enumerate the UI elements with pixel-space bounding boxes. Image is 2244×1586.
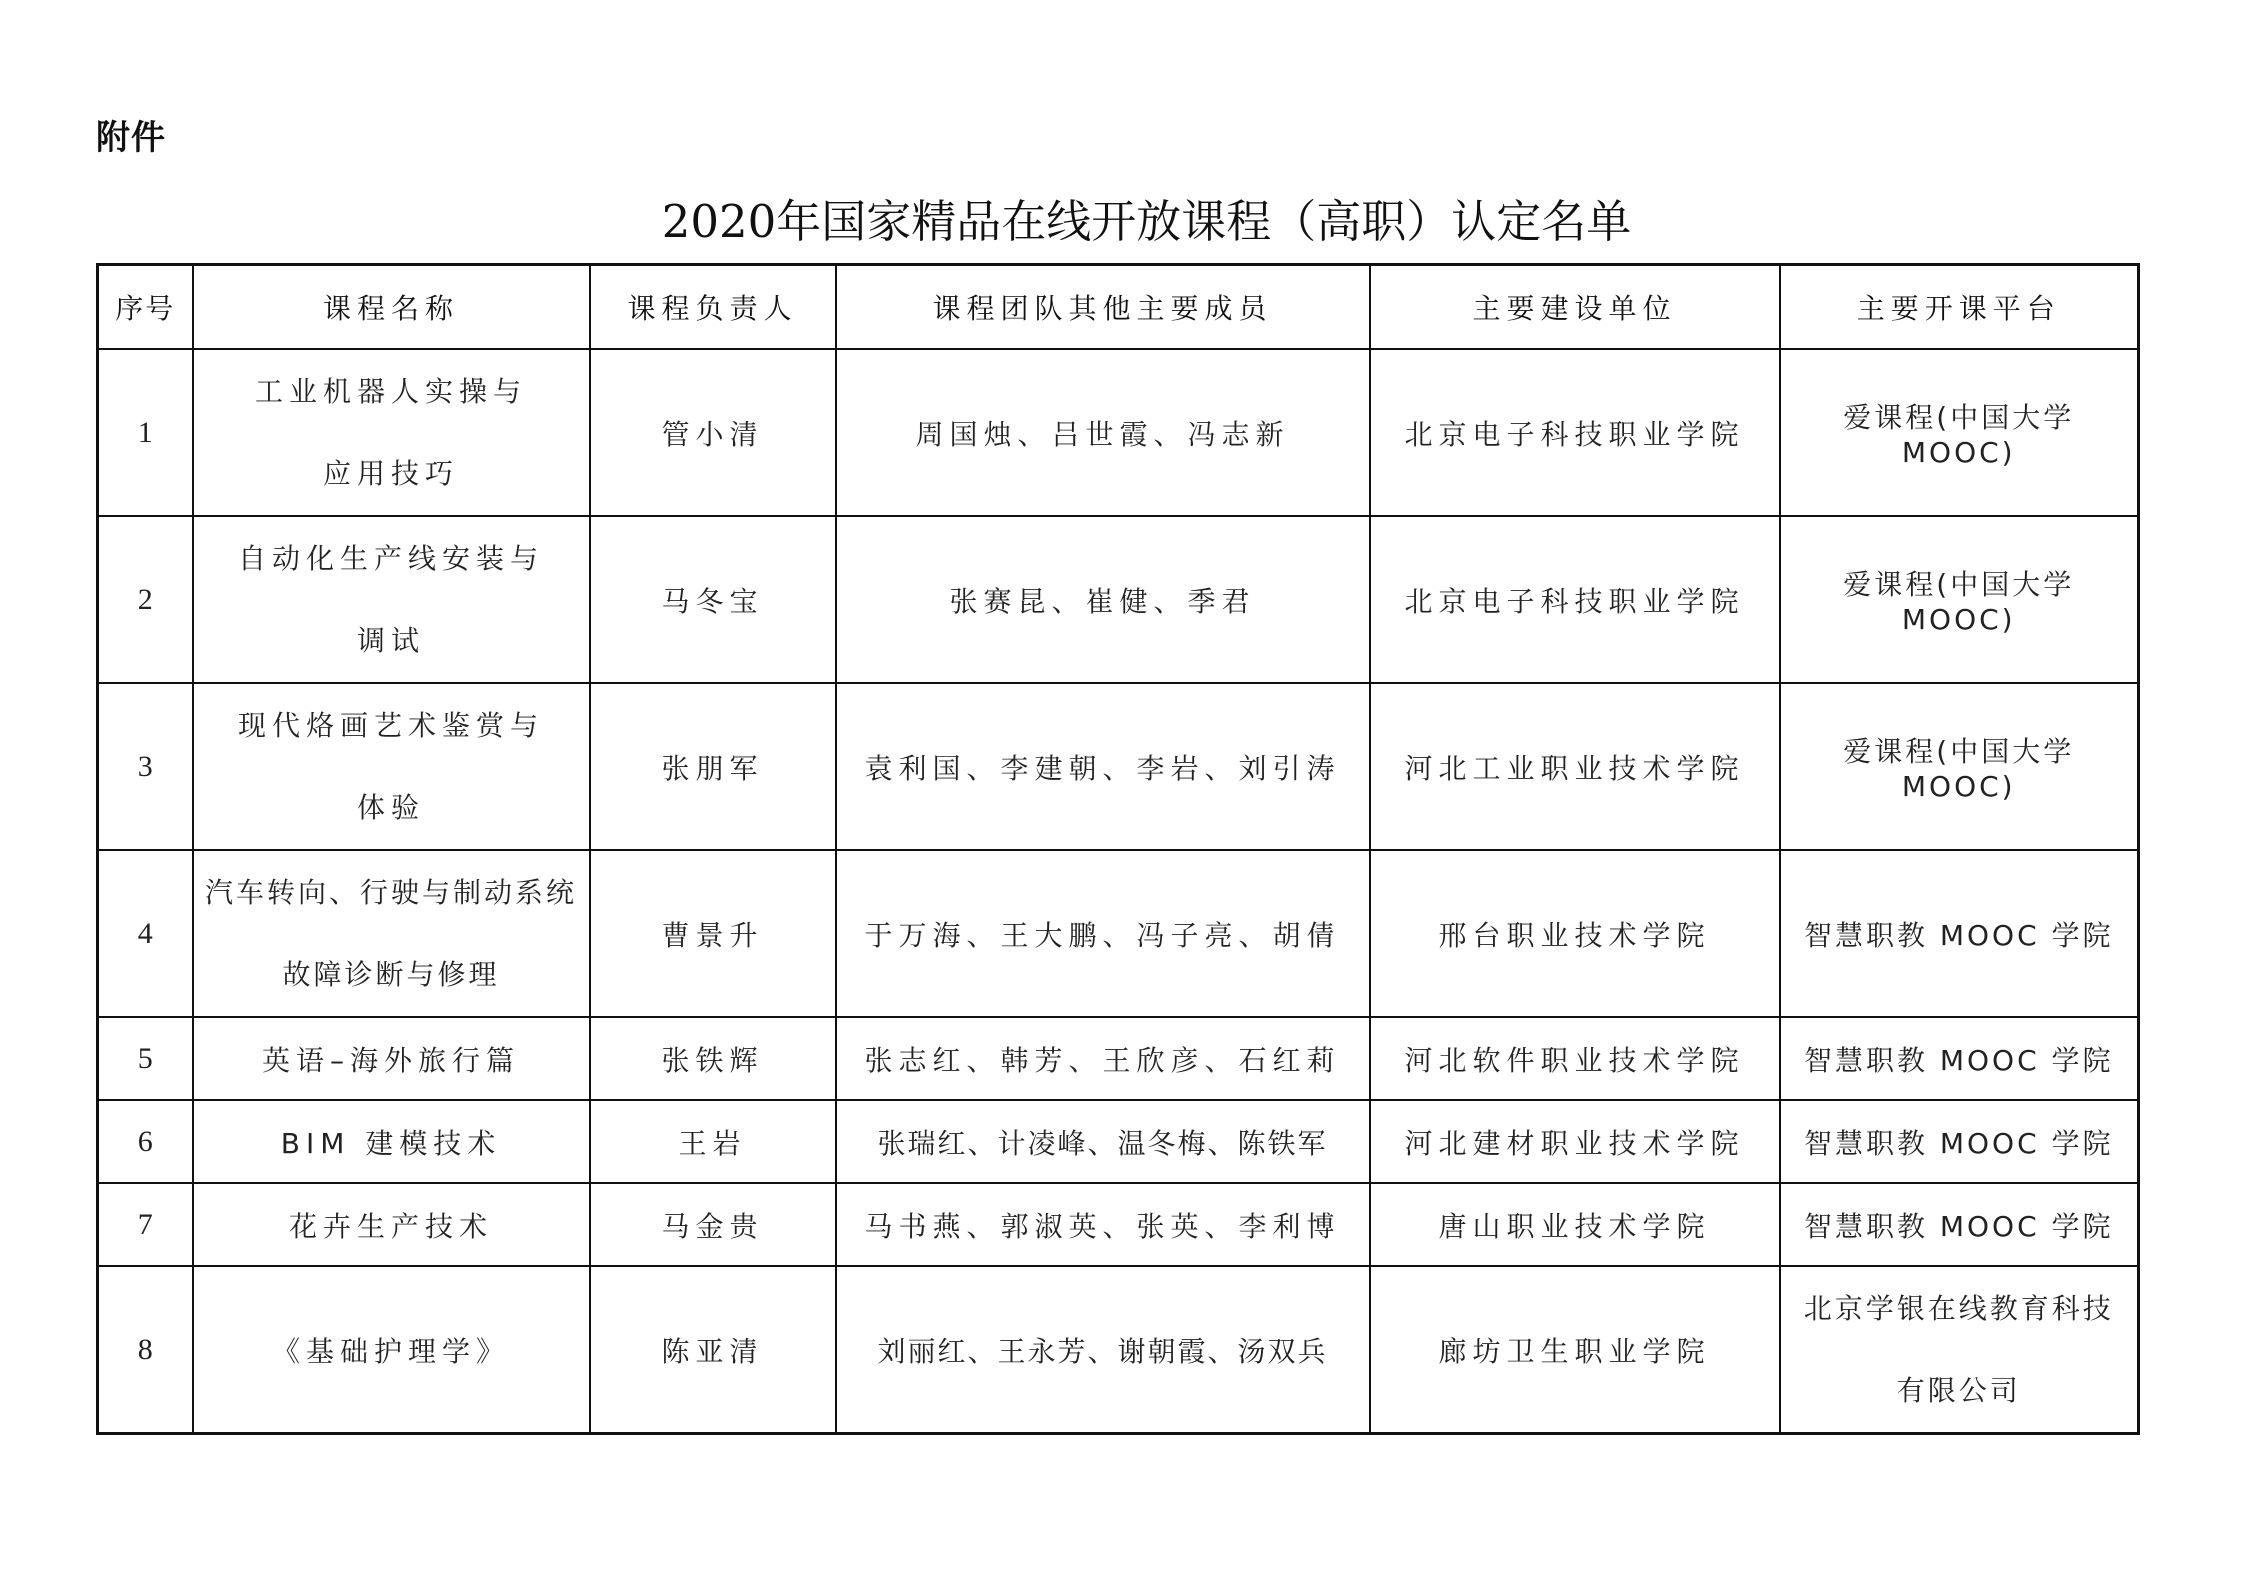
attachment-label: 附件 — [96, 118, 166, 158]
course-name-line: BIM 建模技术 — [280, 1126, 502, 1160]
course-name — [193, 1100, 590, 1183]
header-platform: 主要开课平台 — [1780, 265, 2139, 350]
course-name — [193, 683, 590, 850]
table-row — [98, 1100, 2139, 1183]
main-unit: 河北工业职业技术学院 — [1370, 683, 1780, 850]
platform-line: 智慧职教 MOOC 学院 — [1803, 1043, 2114, 1077]
row-number: 7 — [98, 1183, 193, 1266]
row-number: 2 — [98, 516, 193, 683]
document-title: 2020年国家精品在线开放课程（高职）认定名单 — [661, 195, 1632, 248]
header-course-name: 课程名称 — [193, 265, 590, 350]
course-name-line: 花卉生产技术 — [288, 1209, 493, 1243]
course-name — [193, 1017, 590, 1100]
platform-line: 智慧职教 MOOC 学院 — [1803, 1126, 2114, 1160]
row-number: 4 — [98, 850, 193, 1017]
course-lead: 陈亚清 — [590, 1266, 836, 1434]
platform-line: 智慧职教 MOOC 学院 — [1803, 1209, 2114, 1243]
platform — [1780, 1017, 2139, 1100]
table-header-row — [98, 265, 2139, 350]
course-lead: 张铁辉 — [590, 1017, 836, 1100]
course-name — [193, 1266, 590, 1434]
course-lead: 曹景升 — [590, 850, 836, 1017]
course-name-line: 《基础护理学》 — [271, 1334, 510, 1368]
platform — [1780, 349, 2139, 516]
team-members: 袁利国、李建朝、李岩、刘引涛 — [836, 683, 1370, 850]
team-members: 周国烛、吕世霞、冯志新 — [836, 349, 1370, 516]
main-unit: 北京电子科技职业学院 — [1370, 516, 1780, 683]
table-row — [98, 1183, 2139, 1266]
row-number: 3 — [98, 683, 193, 850]
course-name-line: 工业机器人实操与 — [254, 374, 527, 408]
row-number: 1 — [98, 349, 193, 516]
table-row — [98, 349, 2139, 516]
main-unit: 邢台职业技术学院 — [1370, 850, 1780, 1017]
main-unit: 河北建材职业技术学院 — [1370, 1100, 1780, 1183]
row-number: 5 — [98, 1017, 193, 1100]
course-name-line: 汽车转向、行驶与制动系统 — [204, 875, 577, 909]
course-name-line: 故障诊断与修理 — [282, 957, 500, 991]
platform-line: 北京学银在线教育科技 — [1803, 1291, 2114, 1325]
team-members: 张瑞红、计凌峰、温冬梅、陈铁军 — [836, 1100, 1370, 1183]
platform — [1780, 1266, 2139, 1434]
platform — [1780, 1100, 2139, 1183]
course-lead: 马金贵 — [590, 1183, 836, 1266]
course-lead: 管小清 — [590, 349, 836, 516]
course-name-line: 英语–海外旅行篇 — [261, 1043, 520, 1077]
platform-line: 爱课程(中国大学 MOOC) — [1843, 735, 2075, 803]
table-row — [98, 1017, 2139, 1100]
header-team-members: 课程团队其他主要成员 — [836, 265, 1370, 350]
course-name — [193, 850, 590, 1017]
header-main-unit: 主要建设单位 — [1370, 265, 1780, 350]
table-row — [98, 1266, 2139, 1434]
main-unit: 廊坊卫生职业学院 — [1370, 1266, 1780, 1434]
team-members: 张志红、韩芳、王欣彦、石红莉 — [836, 1017, 1370, 1100]
team-members: 刘丽红、王永芳、谢朝霞、汤双兵 — [836, 1266, 1370, 1434]
row-number: 8 — [98, 1266, 193, 1434]
course-name-line: 现代烙画艺术鉴赏与 — [237, 708, 544, 742]
course-name-line: 调试 — [356, 623, 425, 657]
team-members: 于万海、王大鹏、冯子亮、胡倩 — [836, 850, 1370, 1017]
platform-line: 智慧职教 MOOC 学院 — [1803, 918, 2114, 952]
course-lead: 王岩 — [590, 1100, 836, 1183]
platform-line: 爱课程(中国大学 MOOC) — [1843, 568, 2075, 636]
main-unit: 唐山职业技术学院 — [1370, 1183, 1780, 1266]
header-course-lead: 课程负责人 — [590, 265, 836, 350]
course-name — [193, 1183, 590, 1266]
table-row — [98, 850, 2139, 1017]
course-name — [193, 349, 590, 516]
platform — [1780, 850, 2139, 1017]
course-lead: 马冬宝 — [590, 516, 836, 683]
course-name-line: 应用技巧 — [322, 456, 459, 490]
row-number: 6 — [98, 1100, 193, 1183]
course-roster-table — [96, 263, 2140, 1435]
team-members: 张赛昆、崔健、季君 — [836, 516, 1370, 683]
table-row — [98, 683, 2139, 850]
course-name — [193, 516, 590, 683]
main-unit: 河北软件职业技术学院 — [1370, 1017, 1780, 1100]
platform-line: 有限公司 — [1896, 1373, 2021, 1407]
course-name-line: 自动化生产线安装与 — [237, 541, 544, 575]
header-number: 序号 — [98, 265, 193, 350]
platform-line: 爱课程(中国大学 MOOC) — [1843, 401, 2075, 469]
team-members: 马书燕、郭淑英、张英、李利博 — [836, 1183, 1370, 1266]
main-unit: 北京电子科技职业学院 — [1370, 349, 1780, 516]
platform — [1780, 516, 2139, 683]
platform — [1780, 683, 2139, 850]
course-name-line: 体验 — [356, 790, 425, 824]
course-lead: 张朋军 — [590, 683, 836, 850]
table-row — [98, 516, 2139, 683]
platform — [1780, 1183, 2139, 1266]
